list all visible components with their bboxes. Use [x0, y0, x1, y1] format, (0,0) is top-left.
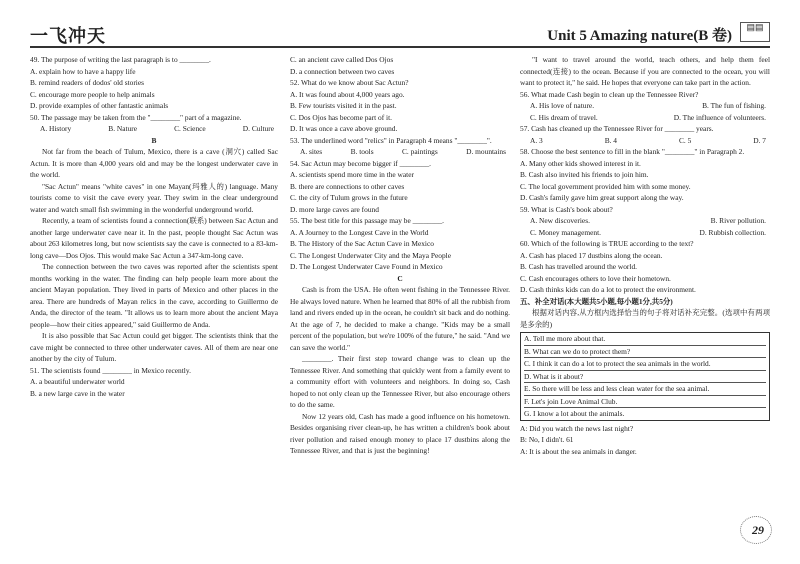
section-5-title: 五、补全对话(本大题共5小题,每小题1分,共5分) [520, 296, 673, 306]
option: C. Cash encourages others to love their hometown. [520, 273, 671, 283]
options-row [300, 146, 510, 158]
options-row [530, 135, 770, 147]
book-icon: ▤▤ [740, 22, 770, 42]
box-option: E. So there will be less and less clean water for the sea animal. [524, 383, 766, 396]
column-left [30, 54, 278, 399]
option: C. encourage more people to help animals [30, 89, 155, 99]
options-row [530, 227, 770, 239]
option: D. Rubbish collection. [699, 227, 766, 237]
option: D. provide examples of other fantastic animals [30, 101, 169, 110]
question-53: 53. The underlined word "relics" in Paragraph 4 means "________". [290, 135, 492, 145]
paragraph: ________. Their first step toward change was to clean up the Tennessee River. And something that quickly went from a family event to a community effort with volunteers and neighbors. In doing so, Cash hoped to not only clean up the Tennessee River, but also encourage others to do the same. [290, 354, 510, 409]
option: C. an ancient cave called Dos Ojos [290, 55, 394, 64]
option: A. His love of nature. [530, 101, 595, 110]
option: C. paintings [402, 147, 438, 156]
dialog-line: A: Did you watch the news last night? [520, 423, 634, 433]
paragraph: Recently, a team of scientists found a connection(联系) between Sac Actun and another large underwater cave near it. In the past, people thought Sac Actun was about 263 kilometres long, but now scientists say the cave is connected to a 83-km-long cave—Dos Ojos. This would make Sac Actun a 347-km-long cave. [30, 216, 278, 260]
question-50: 50. The passage may be taken from the "________" part of a magazine. [30, 112, 242, 122]
question-55: 55. The best title for this passage may be ________. [290, 216, 445, 225]
option: B. there are connections to other caves [290, 181, 405, 191]
option: B. Cash also invited his friends to join him. [520, 170, 649, 179]
option: A. A Journey to the Longest Cave in the World [290, 227, 429, 237]
option: D. a connection between two caves [290, 66, 395, 76]
unit-title: Unit 5 Amazing nature(B 卷) [547, 28, 732, 44]
section-b-heading: B [151, 135, 157, 145]
box-option: D. What is it about? [524, 371, 766, 384]
option: B. River pollution. [710, 216, 766, 225]
option: D. more large caves are found [290, 204, 379, 214]
paragraph: Now 12 years old, Cash has made a good influence on his hometown. Besides organising river clean-up, he has written a children's book about river pollution and raised enough money to place 17 dustbins along the Tennessee River, and that is just the beginning! [290, 411, 510, 455]
option: B. Cash has travelled around the world. [520, 262, 637, 271]
paragraph: Not far from the beach of Tulum, Mexico, there is a cave (洞穴) called Sac Actun. It is more than 4,000 years old and may be the longest underwater cave in the world. [30, 147, 278, 179]
brand-logo: 一飞冲天 [30, 26, 106, 47]
option: B. 4 [604, 135, 618, 145]
option: A. sites [300, 147, 323, 156]
option: A. Cash has placed 17 dustbins along the ocean. [520, 250, 663, 260]
option: D. The Longest Underwater Cave Found in Mexico [290, 262, 443, 271]
option: A. It was found about 4,000 years ago. [290, 89, 405, 99]
option: D. Cash's family gave him great support along the way. [520, 193, 684, 202]
box-option: B. What can we do to protect them? [524, 346, 766, 359]
paragraph: "I want to travel around the world, teach others, and help them feel connected(连接) to the ocean. Because if you are connected to the ocean, you will want to protect it," he said. He hopes that everyone can take part in the action. [520, 55, 770, 87]
options-row [40, 123, 278, 135]
option: B. tools [350, 147, 374, 156]
column-middle [290, 54, 510, 457]
header-rule [30, 46, 770, 48]
section-c-heading: C [397, 273, 403, 283]
box-option: C. I think it can do a lot to protect the sea animals in the world. [524, 358, 766, 371]
option: A. a beautiful underwater world [30, 377, 125, 386]
column-right [520, 54, 770, 457]
question-49: 49. The purpose of writing the last paragraph is to ________. [30, 55, 211, 64]
paragraph: It is also possible that Sac Actun could get bigger. The scientists think that the cave might be connected to three other underwater caves. All of them are near one another by the city of Tulum. [30, 331, 278, 363]
option: C. His dream of travel. [530, 112, 598, 122]
options-row [530, 112, 770, 124]
option: D. Cash thinks kids can do a lot to protect the environment. [520, 285, 696, 294]
option: C. 5 [678, 135, 692, 145]
question-54: 54. Sac Actun may become bigger if ________. [290, 158, 432, 168]
option: D. Culture [242, 124, 274, 133]
question-56: 56. What made Cash begin to clean up the Tennessee River? [520, 89, 699, 99]
page-header [30, 22, 770, 47]
option: D. mountains [466, 147, 506, 156]
option: C. the city of Tulum grows in the future [290, 193, 408, 202]
box-option: G. I know a lot about the animals. [524, 409, 625, 418]
question-59: 59. What is Cash's book about? [520, 204, 613, 214]
option: A. History [40, 124, 72, 133]
section-5-instructions: 根据对话内容,从方框内选择恰当的句子将对话补充完整。(选项中有两项是多余的) [520, 308, 770, 329]
option: C. The local government provided him with some money. [520, 181, 691, 191]
option: B. The fun of fishing. [702, 101, 766, 110]
dialog-line: B: No, I didn't. 61 [520, 435, 574, 444]
option: C. The Longest Underwater City and the Maya People [290, 250, 451, 260]
question-58: 58. Choose the best sentence to fill in the blank "________" in Paragraph 2. [520, 147, 745, 156]
option: B. a new large cave in the water [30, 388, 125, 398]
option: D. 7 [753, 135, 766, 145]
paragraph: Cash is from the USA. He often went fishing in the Tennessee River. He always loved nature. When he learned that 80% of all the rubbish from land and rivers ended up in the ocean, he couldn't sit back and do nothing. At the age of 7, he decided to make a change. "Kids may be a small percent of the population, but we're 100% of the future," he said. "And we can save the world." [290, 285, 510, 352]
paragraph: The connection between the two caves was reported after the scientists spent months working in the water. The finding can help people learn more about the ancient Mayan population. They lived in parts of Mexico and other places in the area. There are hundreds of Mayan relics in the cave, according to Guillermo de Anda, the director of the team. "It allows us to learn more about the ancient Maya people—how their cities appeared," said Guillermo de Anda. [30, 262, 278, 329]
option: C. Dos Ojos has become part of it. [290, 112, 393, 122]
question-52: 52. What do we know about Sac Actun? [290, 78, 409, 87]
option: C. Money management. [530, 227, 602, 237]
option: B. Nature [108, 124, 138, 133]
option: B. The History of the Sac Actun Cave in Mexico [290, 239, 434, 248]
option: A. Many other kids showed interest in it. [520, 158, 641, 168]
dialog-line: A: It is about the sea animals in danger. [520, 446, 637, 456]
option: D. The influence of volunteers. [673, 112, 766, 122]
options-row [530, 100, 770, 112]
page-number: 29 [752, 523, 764, 537]
options-row [530, 215, 770, 227]
question-60: 60. Which of the following is TRUE according to the text? [520, 239, 694, 248]
option: A. scientists spend more time in the water [290, 170, 414, 179]
question-51: 51. The scientists found ________ in Mexico recently. [30, 365, 191, 375]
box-option: F. Let's join Love Animal Club. [524, 396, 766, 409]
option: C. Science [174, 124, 206, 133]
box-option: A. Tell me more about that. [524, 333, 766, 346]
question-57: 57. Cash has cleaned up the Tennessee River for ________ years. [520, 124, 714, 133]
option: A. 3 [530, 135, 543, 145]
options-box [520, 332, 770, 421]
option: B. remind readers of dodos' old stories [30, 78, 145, 87]
option: A. explain how to have a happy life [30, 66, 136, 76]
option: D. It was once a cave above ground. [290, 124, 398, 133]
paragraph: "Sac Actun" means "white caves" in one Mayan(玛雅人的) language. Many tourists come to visit the cave every year. They swim in the clear underground water and watch small fish swimming in the wonderful underground world. [30, 181, 278, 214]
option: B. Few tourists visited it in the past. [290, 101, 397, 110]
option: A. New discoveries. [530, 216, 590, 225]
